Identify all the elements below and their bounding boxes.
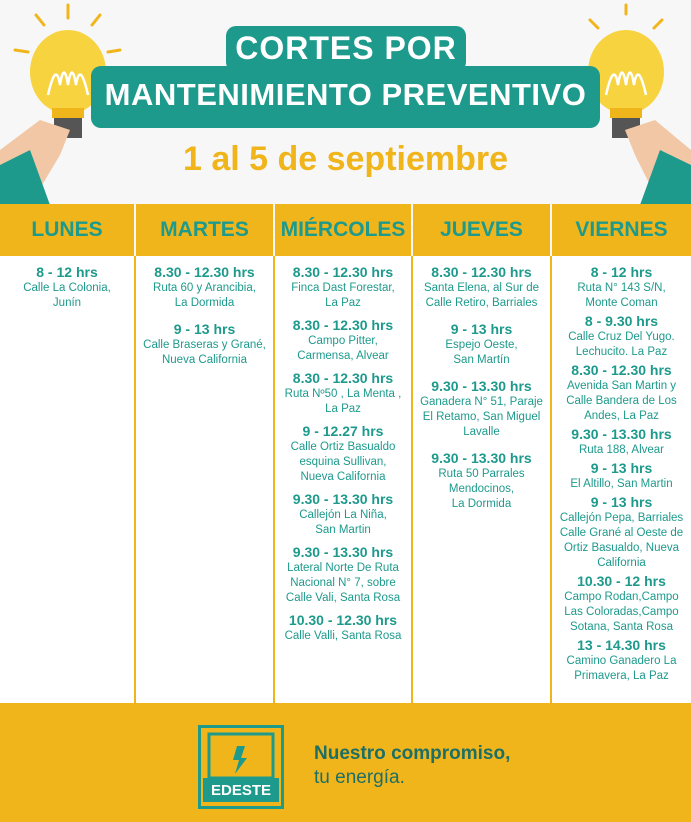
day-column-miercoles [275,256,413,703]
schedule-entry [552,573,691,635]
entry-place: Monte Coman [585,297,658,309]
entry-place: San Martín [453,354,510,366]
entry-time: 8 - 12 hrs [36,264,98,280]
entry-place: Andes, La Paz [584,410,659,422]
schedule-entry [413,450,550,512]
day-column-lunes [0,256,136,703]
schedule-entry [413,378,550,440]
entry-place: esquina Sullivan, [299,456,387,468]
entry-place: El Retamo, San Miguel [422,411,541,423]
entry-time: 9.30 - 13.30 hrs [292,491,394,507]
page-title-line1: CORTES POR [235,30,457,66]
schedule-entry [275,491,411,538]
day-header-martes: MARTES [136,204,275,256]
entry-place: Nacional N° 7, sobre [290,577,396,589]
entry-place: Calle Retiro, Barriales [425,297,538,309]
entry-time: 10.30 - 12.30 hrs [288,612,398,628]
slogan-line1: Nuestro compromiso, [314,743,511,764]
day-column-martes [136,256,275,703]
entry-place: Carmensa, Alvear [297,350,389,362]
entry-time: 9 - 13 hrs [590,460,653,476]
entry-place: Mendocinos, [448,483,515,495]
page-title-line2: MANTENIMIENTO PREVENTIVO [104,77,587,112]
schedule-entry [413,264,550,311]
schedule-entry [552,313,691,360]
entry-place: La Dormida [451,498,512,510]
entry-place: Ganadera N° 51, Paraje [420,396,543,408]
entry-time: 9.30 - 13.30 hrs [292,544,394,560]
entry-place: Callejón La Niña, [299,509,387,521]
schedule-entry [552,362,691,424]
day-column-viernes [552,256,691,703]
days-header-bar [0,204,691,256]
entry-time: 8.30 - 12.30 hrs [292,264,394,280]
entry-place: Campo Pitter, [308,335,378,347]
entry-place: San Martin [315,524,371,536]
schedule-entry [136,321,273,368]
entry-place: Camino Ganadero La [566,655,677,667]
entry-place: Nueva California [300,471,386,483]
entry-place: Ruta 60 y Arancibia, [153,282,256,294]
schedule-entry [552,494,691,571]
entry-time: 8.30 - 12.30 hrs [292,370,394,386]
schedule-entry [552,264,691,311]
entry-place: La Paz [325,403,361,415]
footer [0,703,691,822]
day-header-miercoles: MIÉRCOLES [275,204,413,256]
day-column-jueves [413,256,552,703]
schedule-entry [275,612,411,644]
entry-place: Calle Ortiz Basualdo [290,441,396,453]
entry-place: Calle Valli, Santa Rosa [284,630,402,642]
schedule-entry [275,370,411,417]
entry-time: 9.30 - 13.30 hrs [431,450,532,466]
entry-time: 9.30 - 13.30 hrs [571,426,672,442]
entry-place: Calle Bandera de Los [566,395,677,407]
schedule-entry [275,544,411,606]
entry-time: 9 - 13 hrs [173,321,236,337]
entry-place: La Paz [325,297,361,309]
schedule-entry [0,264,134,311]
schedule-entry [275,264,411,311]
entry-time: 9 - 12.27 hrs [302,423,384,439]
entry-time: 8 - 9.30 hrs [584,313,659,329]
entry-time: 8.30 - 12.30 hrs [154,264,255,280]
entry-place: Sotana, Santa Rosa [570,621,673,633]
schedule-entry [552,637,691,684]
entry-time: 10.30 - 12 hrs [577,573,666,589]
logo-text: EDESTE [210,782,271,799]
entry-place: Las Coloradas,Campo [564,606,679,618]
schedule-entry [413,321,550,368]
day-header-lunes: LUNES [0,204,136,256]
slogan-line2: tu energía. [314,767,405,788]
entry-place: Ortiz Basualdo, Nueva [563,542,680,554]
entry-time: 13 - 14.30 hrs [577,637,666,653]
entry-time: 8 - 12 hrs [590,264,653,280]
entry-place: Ruta N° 143 S/N, [577,282,666,294]
entry-time: 8.30 - 12.30 hrs [292,317,394,333]
entry-place: Lateral Norte De Ruta [287,562,399,574]
entry-time: 9.30 - 13.30 hrs [431,378,532,394]
entry-place: Finca Dast Forestar, [291,282,395,294]
entry-place: Calle Vali, Santa Rosa [285,592,401,604]
entry-place: Calle Grané al Oeste de [559,527,684,539]
entry-time: 8.30 - 12.30 hrs [571,362,672,378]
header [0,0,691,205]
entry-place: Junín [52,297,82,309]
day-header-jueves: JUEVES [413,204,552,256]
entry-place: Primavera, La Paz [574,670,669,682]
entry-place: California [597,557,646,569]
entry-place: Santa Elena, al Sur de [423,282,540,294]
entry-place: Lechucito. La Paz [575,346,668,358]
date-range: 1 al 5 de septiembre [182,140,509,178]
schedule-entry [552,426,691,458]
entry-place: Calle Cruz Del Yugo. [568,331,675,343]
entry-time: 9 - 13 hrs [450,321,513,337]
entry-place: Calle La Colonia, [23,282,111,294]
entry-time: 8.30 - 12.30 hrs [431,264,532,280]
entry-place: Ruta 188, Alvear [578,444,665,456]
entry-place: Calle Braseras y Grané, [143,339,266,351]
schedule-entry [136,264,273,311]
entry-time: 9 - 13 hrs [590,494,653,510]
entry-place: Ruta Nº50 , La Menta , [284,388,402,400]
schedule-columns [0,256,691,703]
edeste-logo [198,725,284,809]
entry-place: Lavalle [463,426,500,438]
day-header-viernes: VIERNES [575,218,668,241]
entry-place: Ruta 50 Parrales [438,468,525,480]
schedule-entry [552,460,691,492]
entry-place: Espejo Oeste, [445,339,518,351]
entry-place: Callejón Pepa, Barriales [559,512,684,524]
schedule-entry [275,423,411,485]
entry-place: Nueva California [161,354,247,366]
entry-place: La Dormida [174,297,235,309]
entry-place: El Altillo, San Martin [570,478,673,490]
entry-place: Avenida San Martin y [566,380,677,392]
entry-place: Campo Rodan,Campo [564,591,679,603]
schedule-entry [275,317,411,364]
